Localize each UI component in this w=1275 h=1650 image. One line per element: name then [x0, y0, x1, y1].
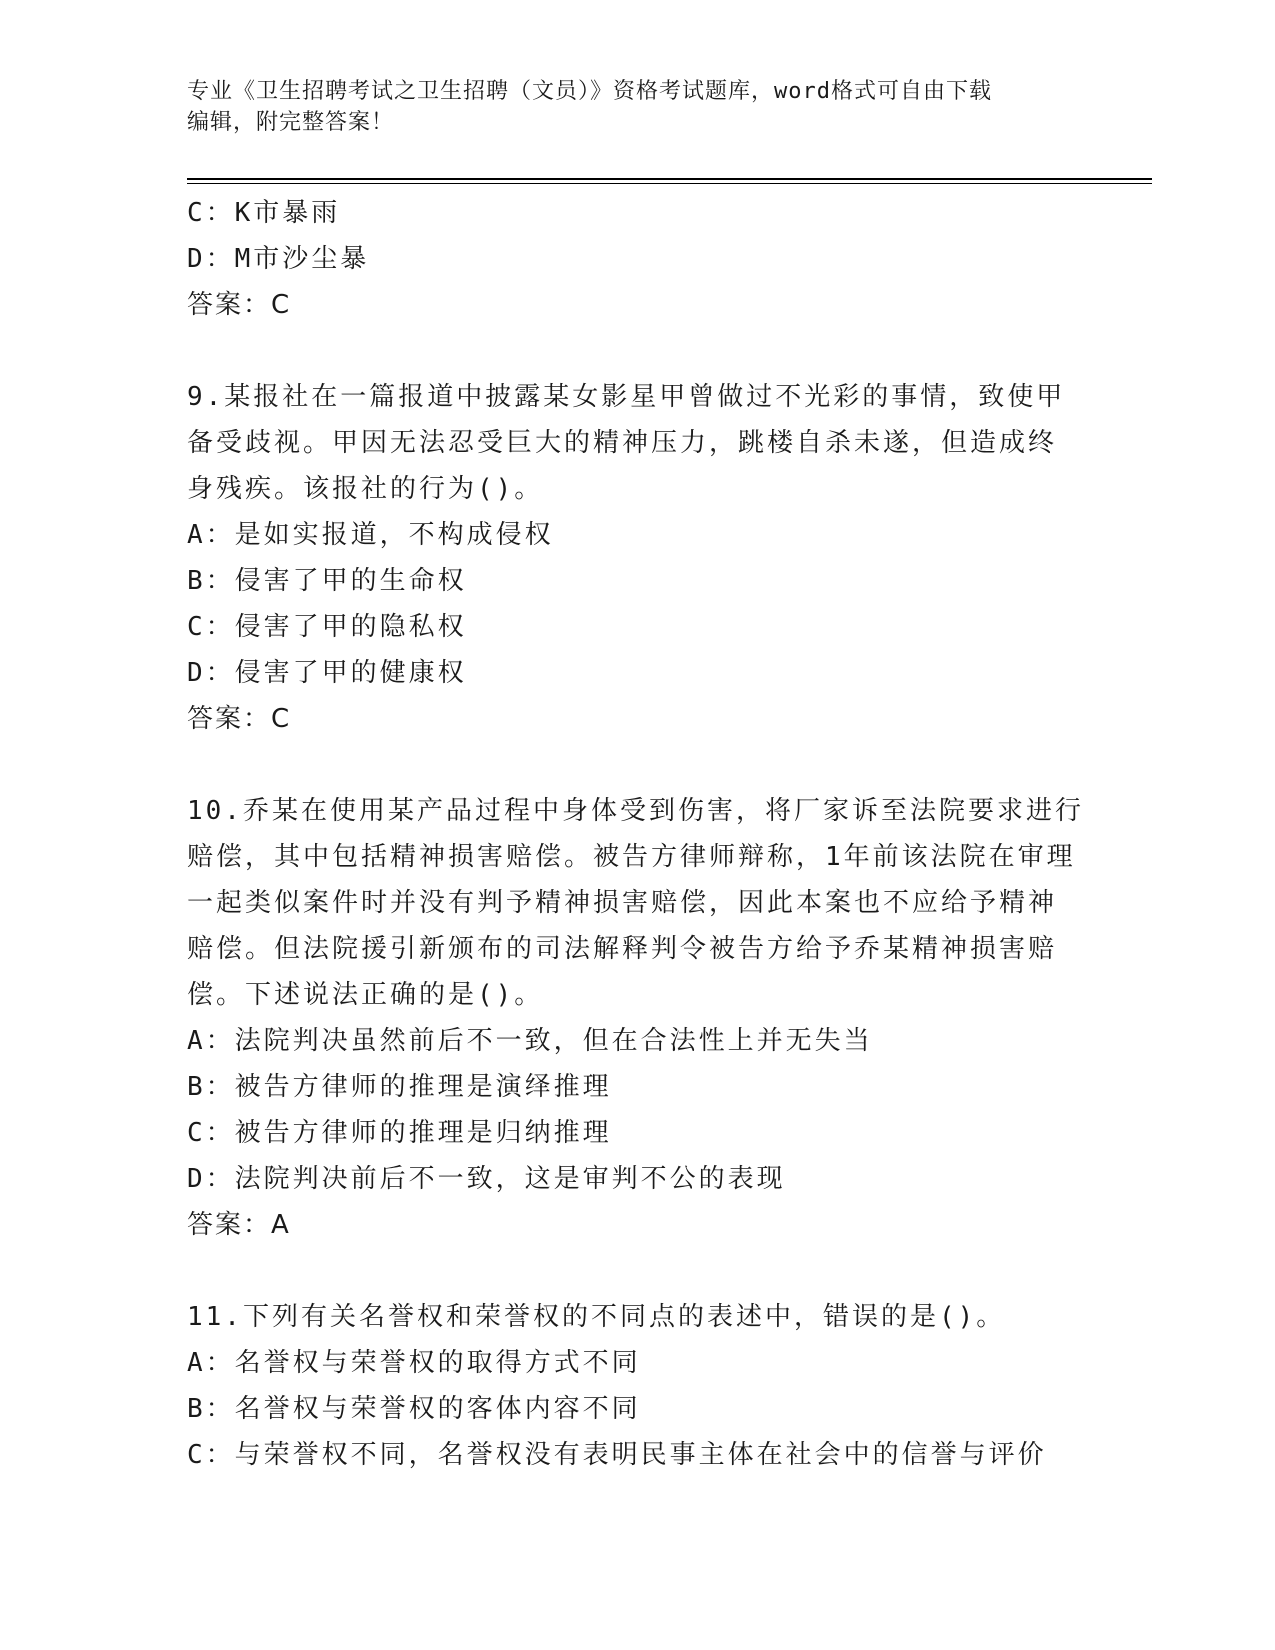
option-a: A：是如实报道，不构成侵权 — [187, 520, 554, 550]
question-11 — [187, 1294, 1087, 1478]
option-c: C：与荣誉权不同，名誉权没有表明民事主体在社会中的信誉与评价 — [187, 1440, 1047, 1470]
question-10 — [187, 788, 1087, 1248]
answer: 答案：C — [187, 704, 292, 734]
spacer — [187, 742, 1087, 788]
header-line-2: 编辑，附完整答案！ — [187, 110, 395, 135]
option-b: B：侵害了甲的生命权 — [187, 566, 467, 596]
answer: 答案：C — [187, 290, 292, 320]
question-stem: 赔偿。但法院援引新颁布的司法解释判令被告方给予乔某精神损害赔 — [187, 934, 1058, 964]
question-stem: 9.某报社在一篇报道中披露某女影星甲曾做过不光彩的事情，致使甲 — [187, 382, 1066, 412]
option-a: A：法院判决虽然前后不一致，但在合法性上并无失当 — [187, 1026, 873, 1056]
question-9 — [187, 374, 1087, 742]
spacer — [187, 328, 1087, 374]
option-c: C：K市暴雨 — [187, 198, 341, 228]
option-a: A：名誉权与荣誉权的取得方式不同 — [187, 1348, 641, 1378]
question-stem: 身残疾。该报社的行为()。 — [187, 474, 544, 504]
answer: 答案：A — [187, 1210, 291, 1240]
option-b: B：名誉权与荣誉权的客体内容不同 — [187, 1394, 641, 1424]
question-stem: 10.乔某在使用某产品过程中身体受到伤害，将厂家诉至法院要求进行 — [187, 796, 1084, 826]
header-divider — [187, 178, 1152, 180]
question-stem: 11.下列有关名誉权和荣誉权的不同点的表述中，错误的是()。 — [187, 1302, 1006, 1332]
header-divider-thin — [187, 183, 1152, 184]
spacer — [187, 1248, 1087, 1294]
question-list — [187, 190, 1087, 1478]
question-stem: 偿。下述说法正确的是()。 — [187, 980, 544, 1010]
option-d: D：法院判决前后不一致，这是审判不公的表现 — [187, 1164, 786, 1194]
question-stem: 备受歧视。甲因无法忍受巨大的精神压力，跳楼自杀未遂，但造成终 — [187, 428, 1058, 458]
option-d: D：侵害了甲的健康权 — [187, 658, 467, 688]
option-c: C：被告方律师的推理是归纳推理 — [187, 1118, 612, 1148]
question-stem: 赔偿，其中包括精神损害赔偿。被告方律师辩称，1年前该法院在审理 — [187, 842, 1076, 872]
option-c: C：侵害了甲的隐私权 — [187, 612, 467, 642]
option-d: D：M市沙尘暴 — [187, 244, 370, 274]
document-header — [187, 76, 1087, 138]
question-8-tail — [187, 190, 1087, 328]
question-stem: 一起类似案件时并没有判予精神损害赔偿，因此本案也不应给予精神 — [187, 888, 1058, 918]
header-line-1: 专业《卫生招聘考试之卫生招聘（文员）》资格考试题库，word格式可自由下载 — [187, 79, 992, 104]
option-b: B：被告方律师的推理是演绎推理 — [187, 1072, 612, 1102]
